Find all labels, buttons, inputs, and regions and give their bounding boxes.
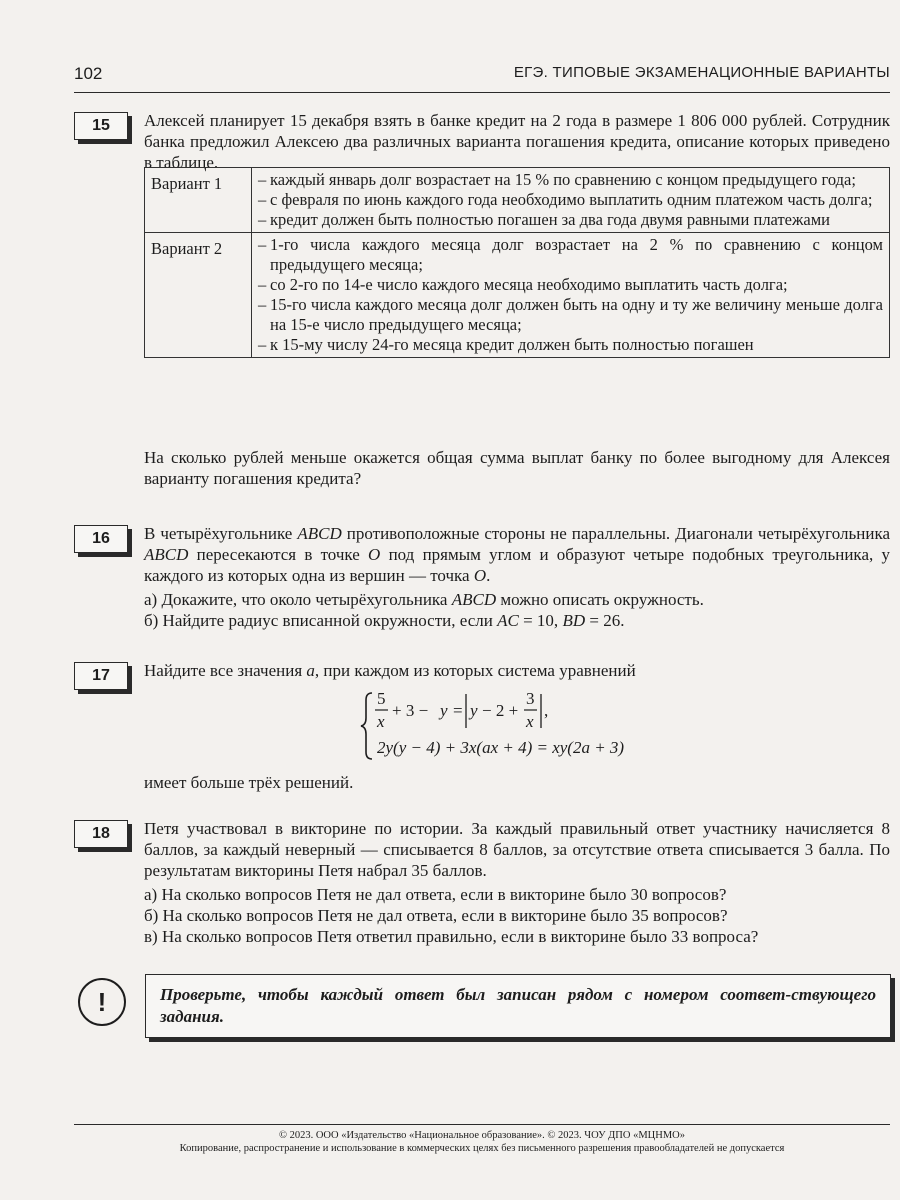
frac1-num: 5 xyxy=(377,690,386,708)
task-18-part-b: б) На сколько вопросов Петя не дал ответа, если в викторине было 35 вопросов? xyxy=(144,906,728,925)
variant-1-name: Вариант 1 xyxy=(145,168,252,233)
frac2-num: 3 xyxy=(526,690,535,708)
list-item: – к 15-му числу 24-го месяца кредит должен быть полностью погашен xyxy=(258,335,754,354)
task-number-16: 16 xyxy=(74,525,128,553)
notice-text: Проверьте, чтобы каждый ответ был записан рядом с номером соответ-ствующего задания. xyxy=(160,985,876,1026)
eq1-eqsign: = xyxy=(453,701,463,720)
table-row xyxy=(145,168,890,233)
copying-notice: Копирование, распространение и использование в коммерческих целях без письменного разрешения правообладателей не допускается xyxy=(179,1143,785,1154)
table-row xyxy=(145,233,890,358)
task-15-intro: Алексей планирует 15 декабря взять в банке кредит на 2 года в размере 1 806 000 рублей. Сотрудник банка предложил Алексею два различных варианта погашения кредита, описание которых приведено в таблице. xyxy=(144,111,890,172)
list-item: – кредит должен быть полностью погашен за два года двумя равными платежами xyxy=(258,210,830,229)
task-16-intro: В четырёхугольнике ABCD противоположные стороны не параллельны. Диагонали четырёхугольника ABCD пересекаются в точке O под прямым углом и образуют четыре подобных треугольника, у каждого из которых одна из вершин — точка O. xyxy=(144,524,890,585)
abs-mid: − 2 + xyxy=(482,701,519,720)
list-item: – 15-го числа каждого месяца долг должен быть на одну и ту же величину меньше долга на 15-е число предыдущего месяца; xyxy=(258,295,883,334)
running-title: ЕГЭ. ТИПОВЫЕ ЭКЗАМЕНАЦИОННЫЕ ВАРИАНТЫ xyxy=(513,64,890,81)
abs-y: y xyxy=(470,701,478,720)
task-16-part-a: а) Докажите, что около четырёхугольника ABCD можно описать окружность. xyxy=(144,590,704,609)
task-16-part-b: б) Найдите радиус вписанной окружности, если AC = 10, BD = 26. xyxy=(144,611,625,630)
task-18-intro: Петя участвовал в викторине по истории. За каждый правильный ответ участнику начисляется 8 баллов, за каждый неверный — списывается 8 баллов, за отсутствие ответа списывается 3 балла. По результатам викторины Петя набрал 35 баллов. xyxy=(144,819,890,880)
variant-1-conditions xyxy=(252,168,890,233)
task-number-17: 17 xyxy=(74,662,128,690)
eq1-comma: , xyxy=(544,701,549,720)
frac1-den: x xyxy=(377,712,385,731)
task-number-18: 18 xyxy=(74,820,128,848)
task-18-part-c: в) На сколько вопросов Петя ответил правильно, если в викторине было 33 вопроса? xyxy=(144,927,759,946)
system-brace xyxy=(361,693,372,759)
list-item: – 1-го числа каждого месяца долг возрастает на 2 % по сравнению с концом предыдущего месяца; xyxy=(258,235,883,274)
equation-system xyxy=(360,690,680,762)
page-footer xyxy=(74,1124,890,1155)
variant-2-name: Вариант 2 xyxy=(145,233,252,358)
page-number: 102 xyxy=(74,64,103,83)
eq1-y: y xyxy=(440,701,448,720)
variant-2-conditions xyxy=(252,233,890,358)
copyright-line: © 2023. ООО «Издательство «Национальное образование». © 2023. ЧОУ ДПО «МЦНМО» xyxy=(278,1130,686,1141)
task-number-15: 15 xyxy=(74,112,128,140)
variants-table xyxy=(144,167,890,358)
page-header xyxy=(74,62,890,93)
exclamation-icon: ! xyxy=(78,978,126,1026)
list-item: – каждый январь долг возрастает на 15 % по сравнению с концом предыдущего года; xyxy=(258,170,856,189)
task-17-intro: Найдите все значения a, при каждом из которых система уравнений xyxy=(144,661,636,680)
list-item: – с февраля по июнь каждого года необходимо выплатить одним платежом часть долга; xyxy=(258,190,873,209)
list-item: – со 2-го по 14-е число каждого месяца необходимо выплатить часть долга; xyxy=(258,275,788,294)
task-17-tail-text: имеет больше трёх решений. xyxy=(144,773,354,792)
eq2: 2y(y − 4) + 3x(ax + 4) = xy(2a + 3) xyxy=(377,738,625,757)
frac2-den: x xyxy=(526,712,534,731)
task-18-part-a: а) На сколько вопросов Петя не дал ответа, если в викторине было 30 вопросов? xyxy=(144,885,727,904)
eq1-mid: + 3 − xyxy=(392,701,429,720)
task-15-question: На сколько рублей меньше окажется общая сумма выплат банку по более выгодному для Алексея варианту погашения кредита? xyxy=(144,448,890,488)
notice-box xyxy=(145,974,891,1038)
